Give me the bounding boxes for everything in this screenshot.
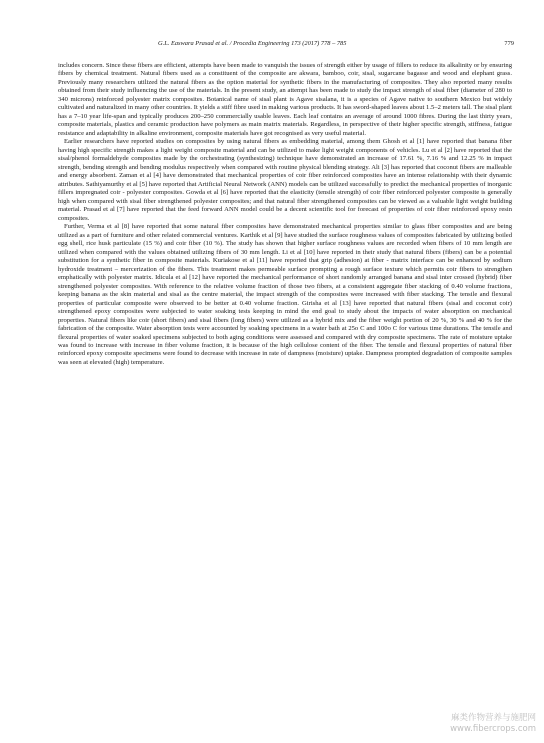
body-text	[58, 62, 512, 367]
page-number: 779	[504, 40, 514, 47]
running-title: G.L. Easwara Prasad et al. / Procedia Engineering 173 (2017) 778 – 785	[158, 40, 347, 47]
paragraph-earlier-research: Earlier researchers have reported studies on composites by using natural fibers as embedding material, among them Ghosh et al [1] have reported that banana fiber having high specific strength makes a light weight composite material and can be utilized to make light weight components of vehicles. Lu et al [2] have reported that the sisal/phenol formaldehyde composites made by the orchestrating (synthesizing) technique have demonstrated an increase of 17.61 %, 7.16 % and 12.25 % in impact strength, bending strength and bending modulus respectively when compared with routine physical blending strategy. Ali [3] has reported that coconut fibers are malleable and energy absorbent. Zaman et al [4] have demonstrated that mechanical properties of coir fiber reinforced composites have an intense relationship with their dynamic attributes. Sathiyamurthy et al [5] have reported that Artificial Neural Network (ANN) models can be utilized successfully to predict the mechanical properties of inorganic fillers impregnated coir - polyester composites. Gowda et al [6] have reported that the elasticity (tensile strength) of coir fiber reinforced polyester composite is generally high when compared with sisal fiber strengthened polyester composites; and that natural fiber strengthened composites can be viewed as a valuable light weight building material. Prasad et al [7] have reported that the feed forward ANN model could be a decent scientific tool for forecast of properties of coir fiber reinforced epoxy resin composites.	[58, 138, 512, 222]
paragraph-further-research: Further, Verma et al [8] have reported that some natural fiber composites have demonstrated mechanical properties similar to glass fiber composites and are being utilized as a part of furniture and other related commercial ventures. Karthik et al [9] have studied the surface roughness values of composites fabricated by utilizing boiled egg shell, rice husk particulate (15 %) and coir fiber (10 %). The study has shown that higher surface roughness values are recorded when fibers of 10 mm length are utilized when compared with the values obtained utilizing fibers of 30 mm length. Li et al [10] have reported in their study that natural fibers (fibers) can be a potential substitution for a synthetic fiber in composite materials. Kuriakose et al [11] have reported that grip (adhesion) at fiber - matrix interface can be enhanced by sodium hydroxide treatment – mercerization of the fibers. This treatment makes permeable surface prompting a rough surface texture which permits coir fibers to strengthen emphatically with polyester matrix. Idicula et al [12] have reported the mechanical performance of short randomly arranged banana and sisal inter crossed (hybrid) fiber strengthened polyester composites. With reference to the relative volume fraction of those two fibers, at a consistent aggregate fiber stacking of 0.40 volume fractions, keeping banana as the skin material and sisal as the centre material, the impact strength of the composites were increased with fiber stacking. The tensile and flexural properties of particular composite were observed to be better at 0.40 volume fraction. Girisha et al [13] have reported that natural fibers (sisal and coconut coir) strengthened epoxy composites were subjected to water soaking tests keeping in mind the end goal to study about the impacts of water absorption on mechanical properties. Natural fibers like coir (short fibers) and sisal fibers (long fibers) were utilized as a hybrid mix and the fiber weight portion of 20 %, 30 % and 40 % for the fabrication of the composite. Water absorption tests were accounted by soaking specimens in a water bath at 25o C and 100o C for various time durations. The tensile and flexural properties of water soaked specimens subjected to both aging conditions were assessed and compared with dry composite specimens. The rate of moisture uptake was found to increase with increase in fiber volume fraction, it is because of the high cellulose content of the fiber. The tensile and flexural properties of natural fiber reinforced epoxy composite specimens were found to decrease with increase in rate of dampness (moisture) uptake. Dampness prompted degradation of composite samples was seen at elevated (high) temperature.	[58, 223, 512, 366]
watermark-url: www.fibercrops.com	[450, 724, 536, 734]
site-watermark	[450, 713, 536, 735]
watermark-site-name: 麻类作物营养与施肥网	[450, 713, 536, 723]
paragraph-intro-continued: includes concern. Since these fibers are efficient, attempts have been made to vanquish the issues of strength either by usage of fillers to reduce its alkalinity or by ensuring fibers by chemical treatment. Natural fibers used as a constituent of the composite are akwara, bamboo, coir, sisal, sugarcane bagasse and wood and elephant grass. Previously many researchers utilized the natural fibers as the option material for synthetic fibers in the manufacturing of composites. They also reported many results obtained from their study influencing the use of the materials. In the present study, an attempt has been made to study the impact strength of sisal fiber (diameter of 280 to 340 microns) reinforced polyester matrix composites. Botanical name of sisal plant is Agave sisalana, it is a species of Agave native to southern Mexico but widely cultivated and naturalized in many other countries. It yields a stiff fibre used in making various products. It has sword-shaped leaves about 1.5–2 meters tall. The sisal plant has a 7–10 year life-span and typically produces 200–250 commercially usable leaves. Each leaf contains an average of around 1000 fibres. During the last thirty years, composite materials, plastics and ceramic production have polymers as main matrix materials. Regardless, in perspective of their higher specific strength, stiffness, fatigue resistance and adaptability in alkaline environment, composite materials have got recognised as very useful material.	[58, 62, 512, 137]
